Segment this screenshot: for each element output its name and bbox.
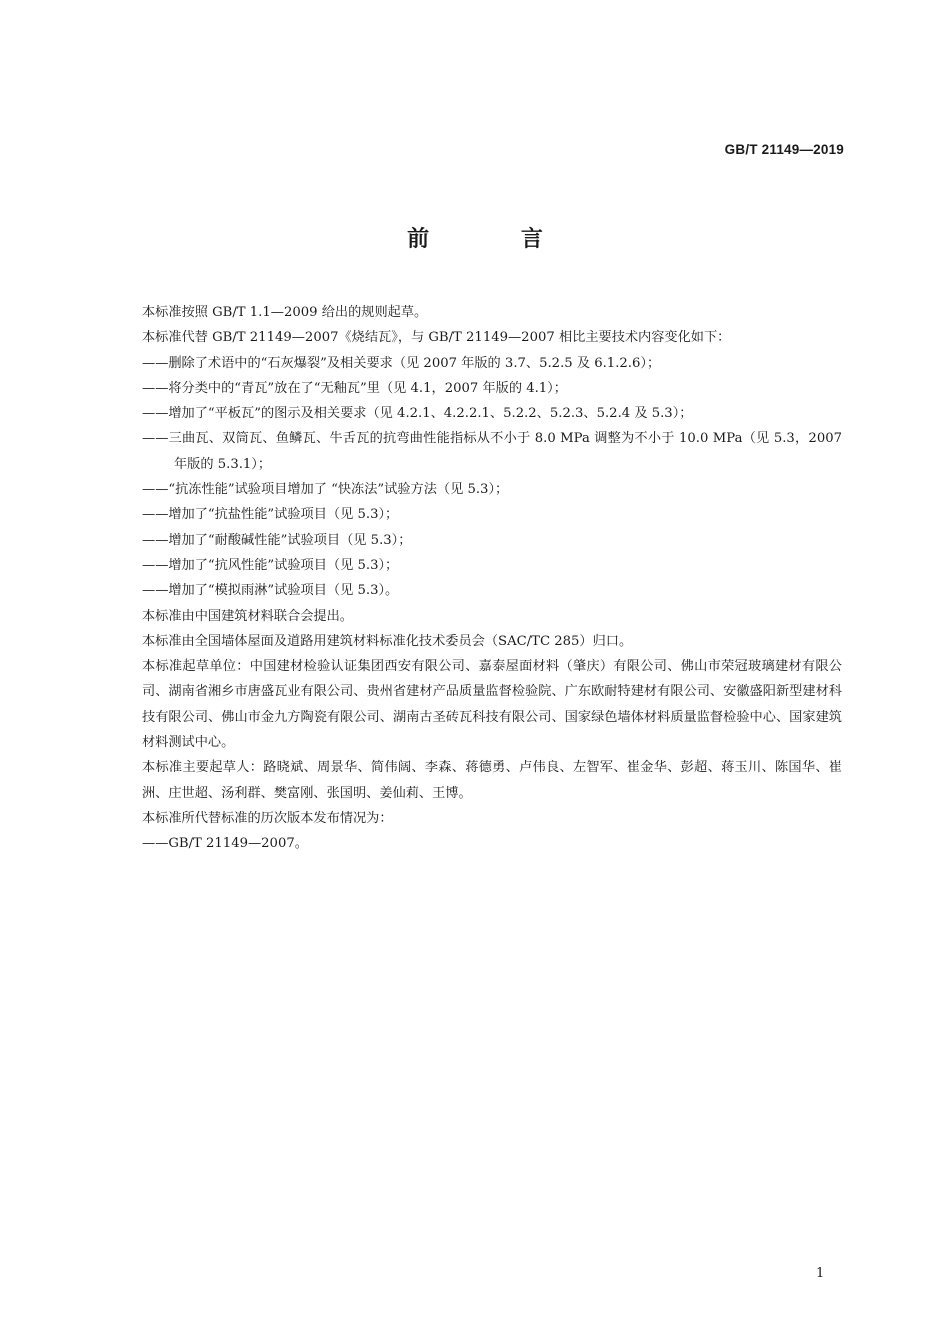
change-item: ——“抗冻性能”试验项目增加了 “快冻法”试验方法（见 5.3）； xyxy=(142,482,509,498)
change-item: ——三曲瓦、双筒瓦、鱼鳞瓦、牛舌瓦的抗弯曲性能指标从不小于 8.0 MPa 调整为不小于 10.0 MPa（见 5.3，2007 年版的 5.3.1）； xyxy=(142,431,842,472)
standard-code: GB/T 21149—2019 xyxy=(724,142,844,157)
paragraph-drafting-rules: 本标准按照 GB/T 1.1—2009 给出的规则起草。 xyxy=(142,305,428,320)
paragraph-proposer: 本标准由中国建筑材料联合会提出。 xyxy=(142,608,353,624)
paragraph-drafting-units: 本标准起草单位：中国建材检验认证集团西安有限公司、嘉泰屋面材料（肇庆）有限公司、佛山市荣冠玻璃建材有限公司、湖南省湘乡市唐盛瓦业有限公司、贵州省建材产品质量监督检验院、广东欧耐特建材有限公司、安徽盛阳新型建材科技有限公司、佛山市金九方陶瓷有限公司、湖南古圣砖瓦科技有限公司、国家绿色墙体材料质量监督检验中心、国家建筑材料测试中心。 xyxy=(142,659,842,751)
page-number: 1 xyxy=(816,1266,825,1281)
paragraph-committee: 本标准由全国墙体屋面及道路用建筑材料标准化技术委员会（SAC/TC 285）归口。 xyxy=(142,633,633,649)
change-item: ——增加了“平板瓦”的图示及相关要求（见 4.2.1、4.2.2.1、5.2.2、5.2.3、5.2.4 及 5.3）； xyxy=(142,406,693,422)
change-item: ——增加了“抗风性能”试验项目（见 5.3）； xyxy=(142,557,399,573)
paragraph-drafters: 本标准主要起草人：路晓斌、周景华、简伟阔、李森、蒋德勇、卢伟良、左智军、崔金华、彭超、蒋玉川、陈国华、崔洲、庄世超、汤利群、樊富刚、张国明、姜仙莉、王博。 xyxy=(142,760,842,801)
change-item: ——增加了“模拟雨淋”试验项目（见 5.3）。 xyxy=(142,583,399,599)
change-item: ——删除了术语中的“石灰爆裂”及相关要求（见 2007 年版的 3.7、5.2.5 及 6.1.2.6）； xyxy=(142,355,661,371)
change-item: ——将分类中的“青瓦”放在了“无釉瓦”里（见 4.1，2007 年版的 4.1）； xyxy=(142,380,567,396)
page-title: 前 言 xyxy=(407,226,585,252)
foreword-content xyxy=(142,300,842,857)
paragraph-history-intro: 本标准所代替标准的历次版本发布情况为： xyxy=(142,810,393,826)
history-item: ——GB/T 21149—2007。 xyxy=(142,836,308,852)
change-item: ——增加了“抗盐性能”试验项目（见 5.3）； xyxy=(142,507,399,523)
paragraph-replaces: 本标准代替 GB/T 21149—2007《烧结瓦》，与 GB/T 21149—2007 相比主要技术内容变化如下： xyxy=(142,330,731,346)
change-item: ——增加了“耐酸碱性能”试验项目（见 5.3）； xyxy=(142,532,412,548)
